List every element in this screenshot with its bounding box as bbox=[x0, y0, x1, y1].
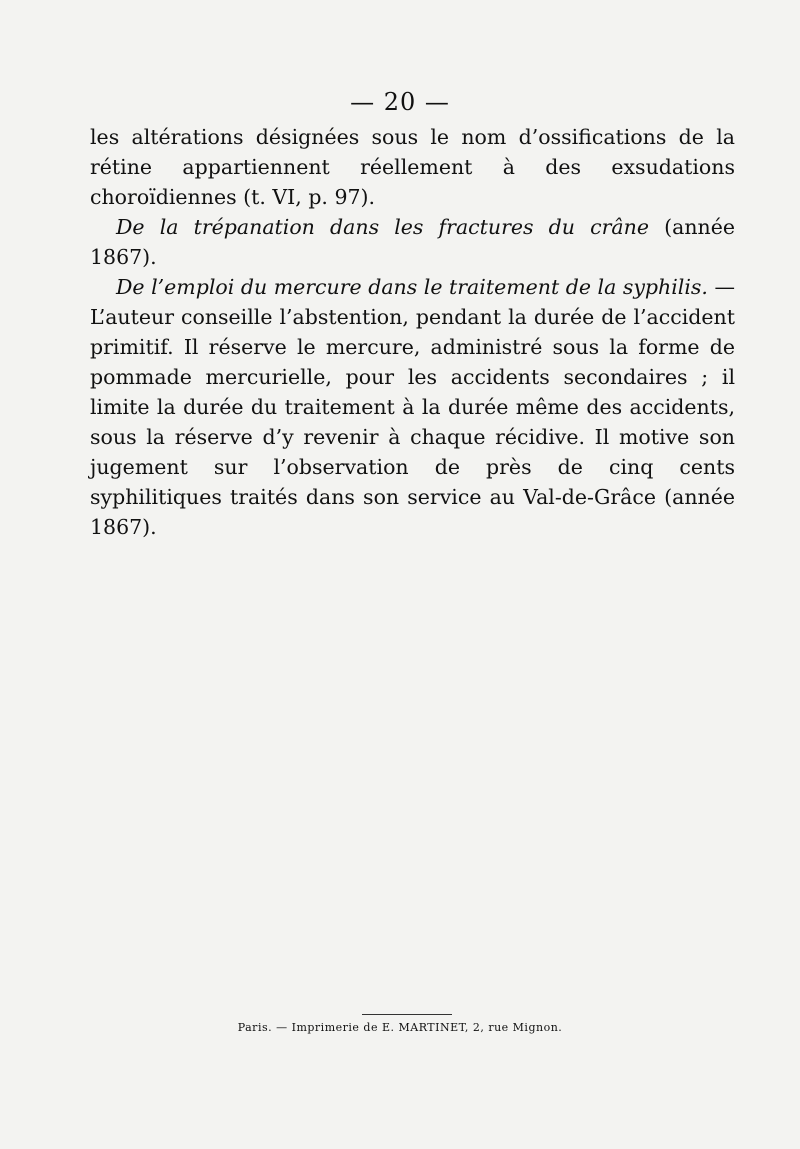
mercury-title: De l’emploi du mercure dans le traitement de la syphilis. bbox=[116, 275, 708, 299]
paragraph-mercury bbox=[90, 272, 735, 542]
mercury-text: — L’auteur conseille l’abstention, pendant la durée de l’accident primitif. Il réserve le mercure, administré sous la forme de pommade mercurielle, pour les accidents secondaires ; il limite la durée du traitement à la durée même des accidents, sous la réserve d’y revenir à chaque récidive. Il motive son jugement sur l’observation de près de cinq cents syphilitiques traités dans son service au Val-de-Grâce (année 1867). bbox=[90, 275, 735, 539]
paragraph-retina: les altérations désignées sous le nom d’ossifications de la rétine appartiennent réellement à des exsudations choroïdiennes (t. VI, p. 97). bbox=[90, 125, 735, 209]
trepanation-year: (année 1867). bbox=[90, 215, 735, 269]
trepanation-title: De la trépanation dans les fractures du crâne bbox=[116, 215, 649, 239]
printer-imprint: Paris. — Imprimerie de E. MARTINET, 2, rue Mignon. bbox=[237, 1021, 563, 1034]
imprint-rule bbox=[362, 1014, 452, 1015]
body-text bbox=[90, 122, 735, 542]
paragraph-trepanation bbox=[90, 212, 735, 272]
page-number: — 20 — bbox=[350, 88, 450, 116]
